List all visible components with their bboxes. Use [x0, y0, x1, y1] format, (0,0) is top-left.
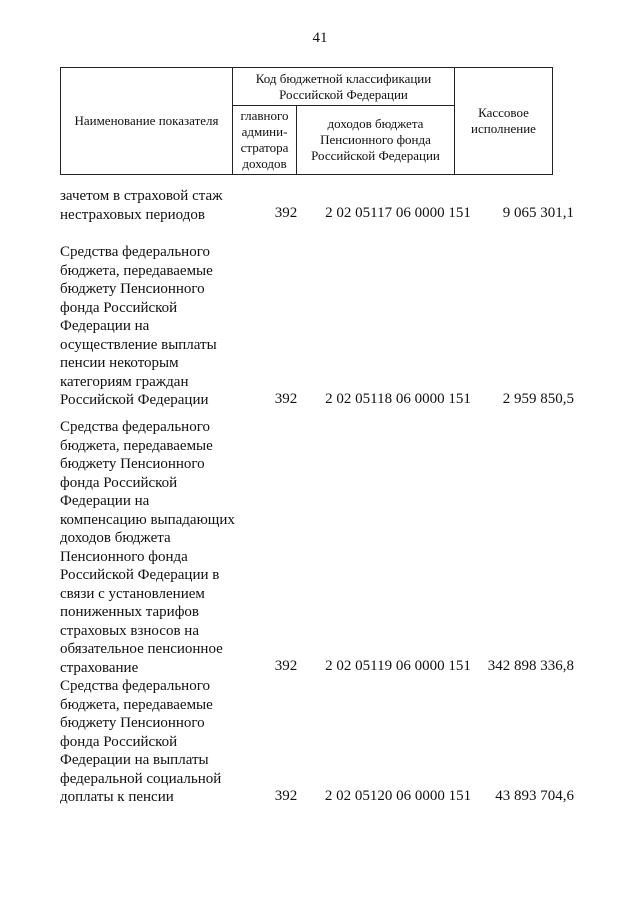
row-amount: 43 893 704,6 — [495, 788, 574, 804]
header-indicator-name: Наименование показателя — [61, 68, 233, 175]
header-chief-administrator: главного админи-стратора доходов — [233, 106, 297, 175]
row-indicator-name — [60, 243, 240, 410]
row-name-line: федеральной социальной — [60, 770, 222, 787]
table-header — [60, 67, 553, 175]
row-name-line: Российской Федерации — [60, 392, 209, 408]
row-amount: 9 065 301,1 — [502, 205, 574, 221]
header-cash-execution: Кассовое исполнение — [455, 68, 553, 175]
row-name-line: обязательное пенсионное — [60, 641, 223, 657]
row-name-line: бюджету Пенсионного — [60, 281, 205, 297]
row-name-line: осуществление выплаты — [60, 336, 217, 353]
row-name-line: Федерации на — [60, 493, 150, 509]
row-name-line: Средства федерального — [60, 244, 210, 260]
row-admin-code: 392 — [274, 788, 298, 804]
row-name-line: страхование — [60, 659, 139, 676]
row-name-line: Средства федерального — [60, 419, 210, 435]
row-name-line: бюджету Пенсионного — [60, 715, 205, 731]
row-name-line: Средства федерального — [60, 678, 210, 694]
row-name-line: Федерации на — [60, 318, 150, 334]
row-name-line: Российской Федерации в — [60, 567, 220, 583]
row-name-line: фонда Российской — [60, 299, 178, 316]
header-budget-code-group: Код бюджетной классификации Российской Федерации — [233, 68, 455, 106]
row-name-line: бюджету Пенсионного — [60, 456, 205, 472]
row-admin-code: 392 — [274, 658, 298, 674]
row-income-code: 2 02 05118 06 0000 151 — [325, 391, 471, 407]
row-amount: 342 898 336,8 — [487, 658, 574, 674]
row-amount: 2 959 850,5 — [502, 391, 574, 407]
header-pension-fund-income: доходов бюджета Пенсионного фонда Российской Федерации — [297, 106, 455, 175]
row-indicator-name — [60, 418, 240, 677]
row-name-line: категориям граждан — [60, 373, 189, 390]
row-income-code: 2 02 05120 06 0000 151 — [324, 788, 472, 804]
row-name-line: страховых взносов на — [60, 622, 199, 639]
row-name-line: Пенсионного фонда — [60, 548, 188, 565]
row-name-line: бюджета, передаваемые — [60, 262, 213, 279]
row-name-line: Федерации на выплаты — [60, 752, 209, 768]
row-name-line: доплаты к пенсии — [60, 789, 174, 805]
row-name-line: фонда Российской — [60, 733, 178, 750]
row-indicator-name — [60, 187, 240, 224]
row-name-line: бюджета, передаваемые — [60, 437, 213, 454]
row-name-line: пониженных тарифов — [60, 604, 200, 620]
row-name-line: пенсии некоторым — [60, 355, 179, 371]
row-admin-code: 392 — [274, 205, 298, 221]
row-admin-code: 392 — [274, 391, 298, 407]
row-indicator-name — [60, 677, 240, 807]
row-income-code: 2 02 05119 06 0000 151 — [325, 658, 471, 674]
row-name-line: нестраховых периодов — [60, 206, 205, 223]
row-name-line: фонда Российской — [60, 474, 178, 491]
row-name-line: доходов бюджета — [60, 530, 171, 546]
row-name-line: связи с установлением — [60, 585, 205, 602]
page-number: 41 — [312, 30, 328, 46]
row-name-line: бюджета, передаваемые — [60, 696, 213, 713]
row-name-line: зачетом в страховой стаж — [60, 188, 223, 204]
row-income-code: 2 02 05117 06 0000 151 — [325, 205, 471, 221]
row-name-line: компенсацию выпадающих — [60, 511, 235, 528]
